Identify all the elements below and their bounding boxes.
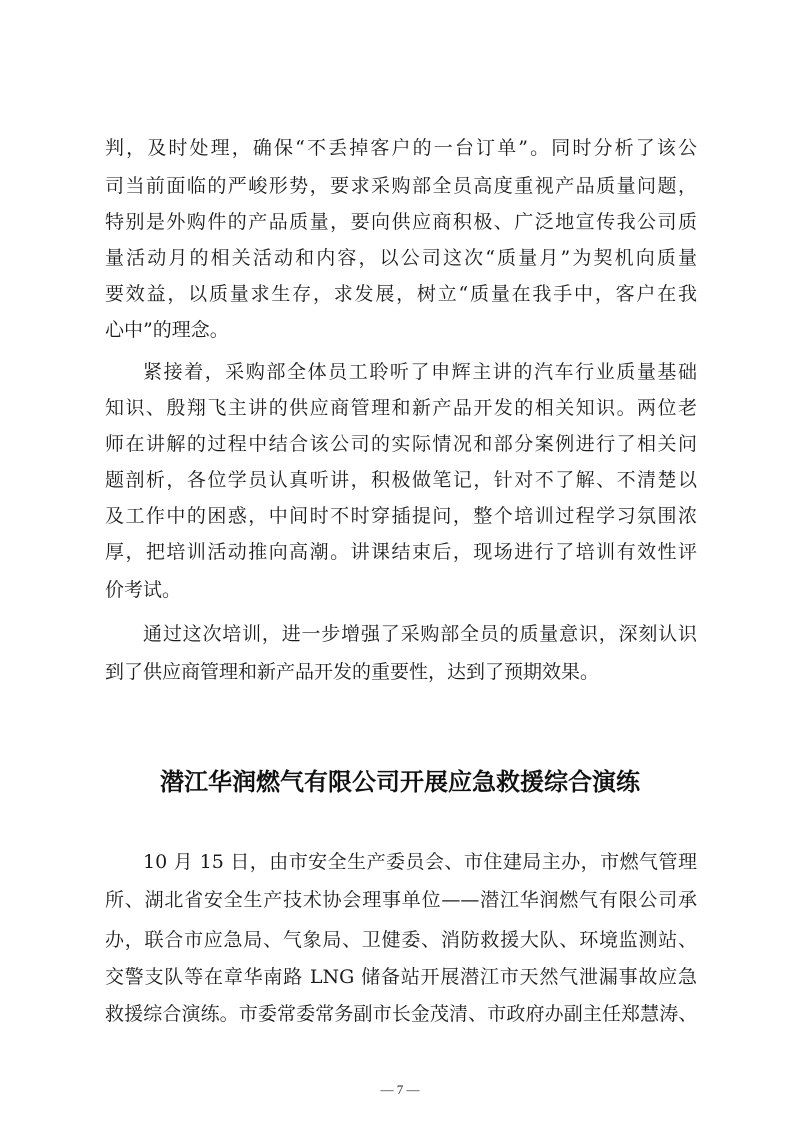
body-line: 知识、殷翔飞主讲的供应商管理和新产品开发的相关知识。两位老 <box>105 397 697 419</box>
body-line: 救援综合演练。市委常委常务副市长金茂清、市政府办副主任郑慧涛、 <box>105 1003 697 1025</box>
body-line: 题剖析，各位学员认真听讲，积极做笔记，针对不了解、不清楚以 <box>105 469 697 491</box>
article-title: 潜江华润燃气有限公司开展应急救援综合演练 <box>160 767 640 796</box>
body-line: 要效益，以质量求生存，求发展，树立“质量在我手中，客户在我 <box>105 283 697 305</box>
body-line: 特别是外购件的产品质量，要向供应商积极、广泛地宣传我公司质 <box>105 211 697 233</box>
body-line: 紧接着，采购部全体员工聆听了申辉主讲的汽车行业质量基础 <box>143 361 697 383</box>
body-line: 厚，把培训活动推向高潮。讲课结束后，现场进行了培训有效性评 <box>105 541 697 563</box>
body-line: 心中”的理念。 <box>105 319 229 341</box>
body-line: 交警支队等在章华南路 LNG 储备站开展潜江市天然气泄漏事故应急 <box>105 966 697 988</box>
body-line: 办，联合市应急局、气象局、卫健委、消防救援大队、环境监测站、 <box>105 929 697 951</box>
body-line: 到了供应商管理和新产品开发的重要性，达到了预期效果。 <box>105 661 600 683</box>
page-number: — 7 — <box>380 1082 420 1097</box>
body-line: 通过这次培训，进一步增强了采购部全员的质量意识，深刻认识 <box>143 623 697 645</box>
body-line: 判，及时处理，确保“不丢掉客户的一台订单”。同时分析了该公 <box>105 137 697 159</box>
body-line: 所、湖北省安全生产技术协会理事单位——潜江华润燃气有限公司承 <box>105 889 697 911</box>
body-line: 价考试。 <box>105 579 182 601</box>
body-line: 师在讲解的过程中结合该公司的实际情况和部分案例进行了相关问 <box>105 433 697 455</box>
body-line: 及工作中的困惑，中间时不时穿插提问，整个培训过程学习氛围浓 <box>105 505 697 527</box>
body-line: 司当前面临的严峻形势，要求采购部全员高度重视产品质量问题， <box>105 175 697 197</box>
body-line: 10 月 15 日，由市安全生产委员会、市住建局主办，市燃气管理 <box>143 851 697 873</box>
body-line: 量活动月的相关活动和内容，以公司这次“质量月”为契机向质量 <box>105 247 697 269</box>
